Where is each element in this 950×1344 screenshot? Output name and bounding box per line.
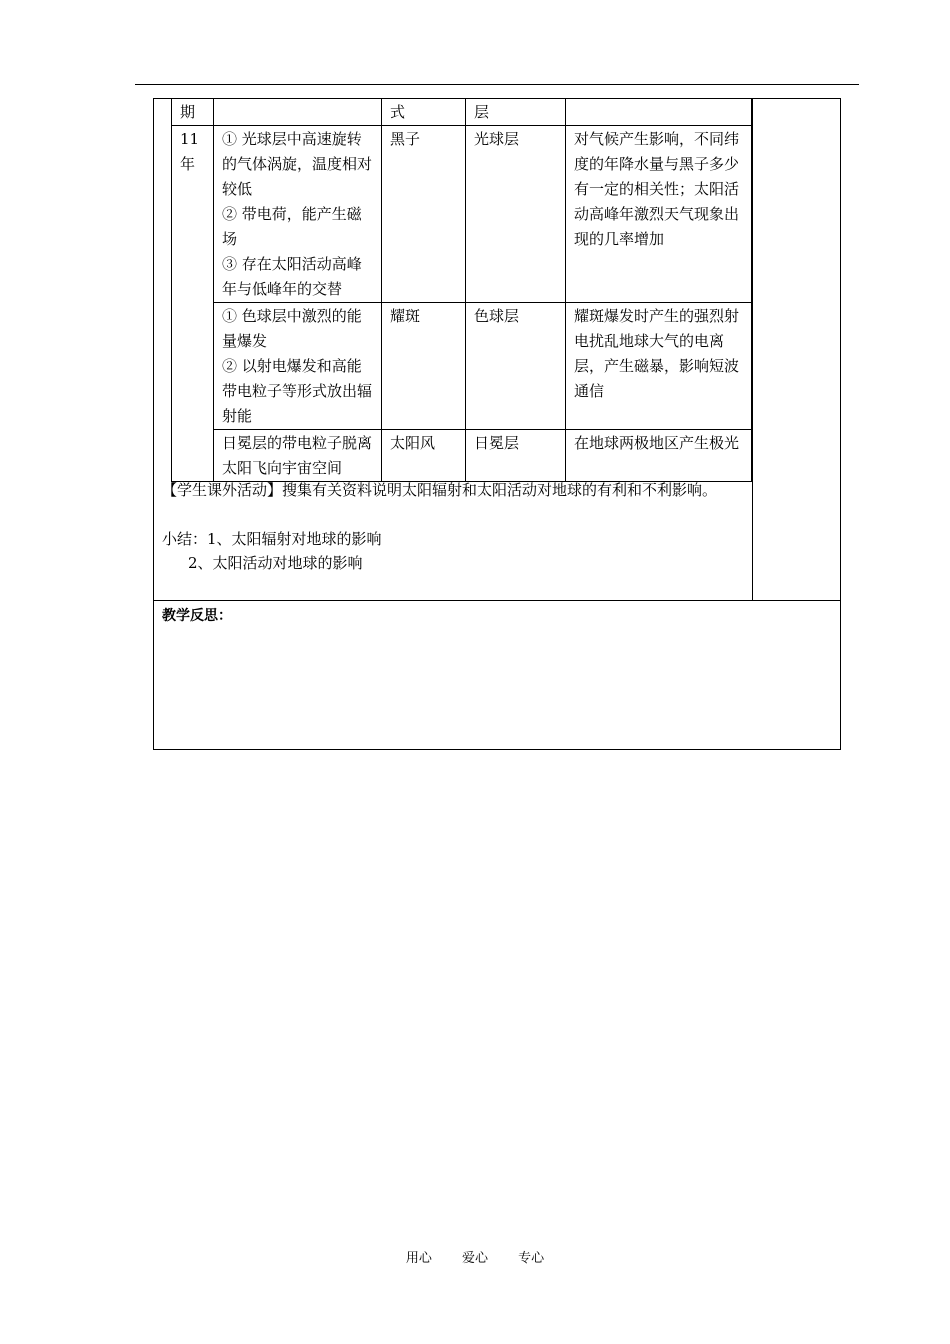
footer-word: 用心 <box>405 1251 432 1266</box>
reflection-divider <box>153 600 841 601</box>
solar-activity-table <box>171 98 752 482</box>
period-cell: 11年 <box>172 126 214 482</box>
impact-cell: 对气候产生影响，不同纬度的年降水量与黑子多少有一定的相关性；太阳活动高峰年激烈天气现象出现的几率增加 <box>566 126 752 303</box>
feature-line: ② 带电荷，能产生磁场 <box>222 205 362 248</box>
footer-word: 专心 <box>518 1251 545 1266</box>
feature-line: ① 色球层中激烈的能量爆发 <box>222 307 362 350</box>
layer-cell: 日冕层 <box>466 430 566 482</box>
features-cell <box>214 430 382 482</box>
impact-cell: 在地球两极地区产生极光 <box>566 430 752 482</box>
form-cell: 太阳风 <box>382 430 466 482</box>
layer-cell: 光球层 <box>466 126 566 303</box>
footer-word: 爱心 <box>461 1251 488 1266</box>
table-row <box>172 126 752 303</box>
feature-line: ② 以射电爆发和高能带电粒子等形式放出辐射能 <box>222 357 373 425</box>
feature-line: ③ 存在太阳活动高峰年与低峰年的交替 <box>222 255 362 298</box>
header-cell-layer: 层 <box>466 99 566 126</box>
table-row <box>172 430 752 482</box>
form-cell: 黑子 <box>382 126 466 303</box>
page-footer <box>0 1247 950 1266</box>
student-activity-text: 【学生课外活动】搜集有关资料说明太阳辐射和太阳活动对地球的有利和不利影响。 <box>162 481 718 499</box>
header-cell-form: 式 <box>382 99 466 126</box>
layer-cell: 色球层 <box>466 303 566 430</box>
features-cell <box>214 303 382 430</box>
impact-cell: 耀斑爆发时产生的强烈射电扰乱地球大气的电离层，产生磁暴，影响短波通信 <box>566 303 752 430</box>
header-cell-impact <box>566 99 752 126</box>
table-row <box>172 303 752 430</box>
features-cell <box>214 126 382 303</box>
header-cell-period: 期 <box>172 99 214 126</box>
feature-line: ① 光球层中高速旋转的气体涡旋，温度相对较低 <box>222 130 373 198</box>
summary-line-2: 2、太阳活动对地球的影响 <box>188 554 363 572</box>
summary-line-1: 小结：1、太阳辐射对地球的影响 <box>162 530 382 548</box>
frame-inner-line <box>752 98 753 600</box>
table-header-row <box>172 99 752 126</box>
header-cell-features <box>214 99 382 126</box>
feature-line: 日冕层的带电粒子脱离太阳飞向宇宙空间 <box>222 434 373 477</box>
page-header-rule <box>135 84 859 85</box>
form-cell: 耀斑 <box>382 303 466 430</box>
reflection-title: 教学反思： <box>162 608 232 624</box>
